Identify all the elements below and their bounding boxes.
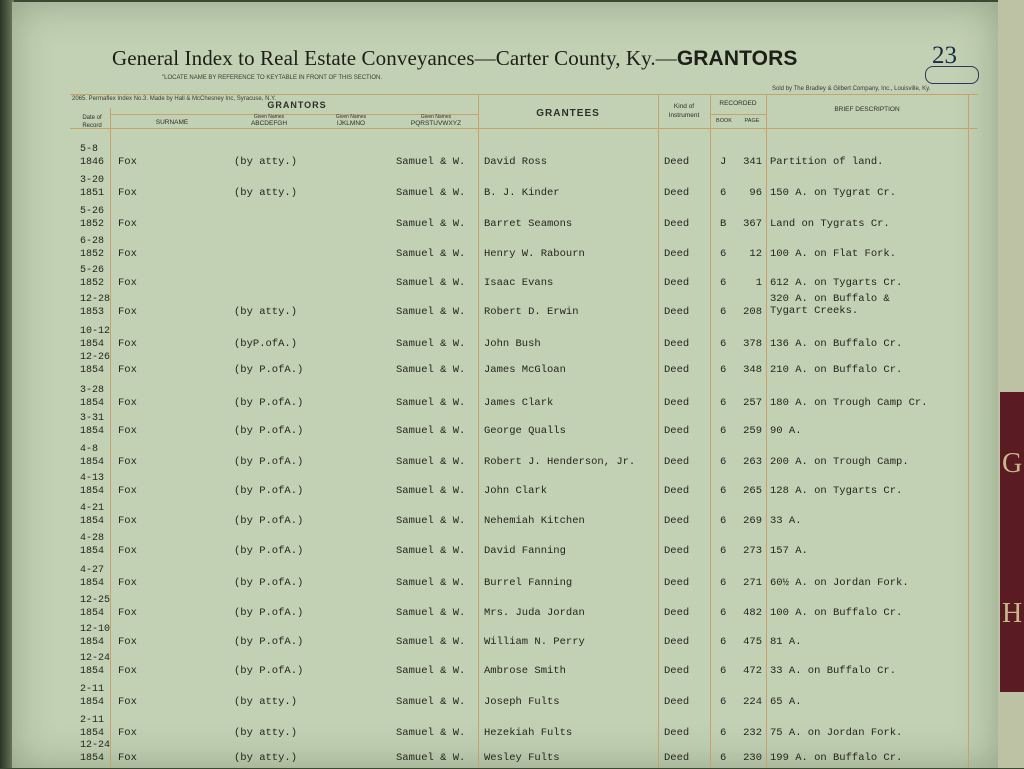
cell-book: 6 <box>720 545 727 557</box>
cell-book: 6 <box>720 607 727 619</box>
cell-page: 1 <box>755 277 762 289</box>
cell-grantee: Joseph Fults <box>484 696 560 708</box>
cell-description: 100 A. on Flat Fork. <box>770 248 897 260</box>
cell-date-year: 1854 <box>80 339 105 350</box>
cell-grantee: William N. Perry <box>484 636 585 648</box>
cell-kind: Deed <box>664 636 690 648</box>
cell-surname: Fox <box>118 248 137 260</box>
cell-book: 6 <box>720 515 727 527</box>
cell-date-year: 1854 <box>80 666 105 677</box>
cell-kind: Deed <box>664 425 690 437</box>
cell-given-names: (by P.ofA.) <box>234 607 304 619</box>
cell-description: 157 A. <box>770 545 808 557</box>
cell-given-names: (by P.ofA.) <box>234 397 304 409</box>
cell-given-names: (byP.ofA.) <box>234 338 298 350</box>
cell-given-names-pqr: Samuel & W. <box>396 485 466 497</box>
cell-date <box>80 623 120 649</box>
cell-surname: Fox <box>118 364 137 376</box>
cell-grantee: Henry W. Rabourn <box>484 248 585 260</box>
col-recorded-header: RECORDED <box>719 100 757 107</box>
cell-given-names-pqr: Samuel & W. <box>396 425 466 437</box>
cell-given-names-pqr: Samuel & W. <box>396 306 466 318</box>
cell-description: 65 A. <box>770 696 802 708</box>
cell-description: 612 A. on Tygarts Cr. <box>770 277 903 289</box>
cell-kind: Deed <box>664 248 690 260</box>
cell-surname: Fox <box>118 636 137 648</box>
cell-date-year: 1851 <box>80 188 105 199</box>
cell-page: 96 <box>749 187 762 199</box>
cell-date-day: 5-26 <box>80 265 105 276</box>
cell-date <box>80 174 120 200</box>
cell-surname: Fox <box>118 277 137 289</box>
cell-grantee: Mrs. Juda Jordan <box>484 607 585 619</box>
cell-grantee: David Ross <box>484 156 548 168</box>
cell-date-year: 1854 <box>80 637 105 648</box>
col-given2-header: IJKLMNO <box>336 120 366 127</box>
cell-surname: Fox <box>118 515 137 527</box>
cell-given-names: (by atty.) <box>234 156 298 168</box>
cell-date <box>80 443 120 469</box>
table-row <box>12 384 998 414</box>
cell-page: 257 <box>743 397 762 409</box>
cell-description: 136 A. on Buffalo Cr. <box>770 338 903 350</box>
table-row <box>12 623 998 653</box>
cell-surname: Fox <box>118 338 137 350</box>
cell-given-names-pqr: Samuel & W. <box>396 364 466 376</box>
table-row <box>12 472 998 502</box>
table-row <box>12 502 998 532</box>
cell-description: 180 A. on Trough Camp Cr. <box>770 397 928 409</box>
cell-kind: Deed <box>664 665 690 677</box>
cell-page: 367 <box>743 218 762 230</box>
index-tab-letter: G <box>1002 448 1023 479</box>
cell-date <box>80 205 120 231</box>
cell-given-names-pqr: Samuel & W. <box>396 577 466 589</box>
cell-date-year: 1854 <box>80 457 105 468</box>
cell-date-year: 1854 <box>80 578 105 589</box>
cell-page: 378 <box>743 338 762 350</box>
cell-date <box>80 564 120 590</box>
cell-book: 6 <box>720 696 727 708</box>
cell-date-year: 1854 <box>80 365 105 376</box>
col-given1-label: Given Names <box>253 114 285 120</box>
cell-date-day: 10-12 <box>80 326 111 337</box>
table-row <box>12 594 998 624</box>
cell-description: 150 A. on Tygrat Cr. <box>770 187 897 199</box>
cell-kind: Deed <box>664 752 690 764</box>
table-row <box>12 293 998 323</box>
col-date-header: Date of Record <box>82 115 102 129</box>
cell-date-year: 1852 <box>80 278 105 289</box>
cell-kind: Deed <box>664 485 690 497</box>
cell-description: 33 A. on Buffalo Cr. <box>770 665 897 677</box>
col-book-header: BOOK <box>716 118 732 124</box>
locate-note: "LOCATE NAME BY REFERENCE TO KEYTABLE IN FRONT OF THIS SECTION. <box>162 75 383 81</box>
col-kind-header: Kind of Instrument <box>668 103 700 119</box>
cell-book: 6 <box>720 665 727 677</box>
col-description-header: BRIEF DESCRIPTION <box>834 106 900 113</box>
cell-page: 263 <box>743 456 762 468</box>
cell-page: 232 <box>743 727 762 739</box>
table-row <box>12 143 998 173</box>
cell-surname: Fox <box>118 397 137 409</box>
cell-given-names-pqr: Samuel & W. <box>396 515 466 527</box>
cell-date <box>80 714 120 740</box>
cell-date <box>80 502 120 528</box>
cell-date-day: 4-8 <box>80 444 99 455</box>
cell-date <box>80 293 120 319</box>
cell-grantee: Robert J. Henderson, Jr. <box>484 456 636 468</box>
cell-date-day: 2-11 <box>80 715 105 726</box>
table-row <box>12 412 998 442</box>
cell-kind: Deed <box>664 306 690 318</box>
cell-given-names-pqr: Samuel & W. <box>396 607 466 619</box>
cell-description-line2: Tygart Creeks. <box>770 305 859 317</box>
cell-kind: Deed <box>664 338 690 350</box>
col-given2-label: Given Names <box>335 114 367 120</box>
cell-date-year: 1854 <box>80 486 105 497</box>
cell-date-year: 1854 <box>80 753 105 764</box>
table-row <box>12 264 998 294</box>
cell-date-year: 1854 <box>80 697 105 708</box>
cell-kind: Deed <box>664 397 690 409</box>
cell-given-names-pqr: Samuel & W. <box>396 545 466 557</box>
cell-page: 271 <box>743 577 762 589</box>
cell-book: 6 <box>720 485 727 497</box>
cell-date-day: 12-28 <box>80 294 111 305</box>
cell-given-names-pqr: Samuel & W. <box>396 248 466 260</box>
cell-grantee: Robert D. Erwin <box>484 306 579 318</box>
cell-surname: Fox <box>118 425 137 437</box>
cell-surname: Fox <box>118 218 137 230</box>
page-number: 23 <box>932 42 957 69</box>
table-row <box>12 235 998 265</box>
cell-date <box>80 143 120 169</box>
cell-page: 12 <box>749 248 762 260</box>
cell-date <box>80 412 120 438</box>
cell-grantee: Barret Seamons <box>484 218 573 230</box>
cell-date-day: 4-13 <box>80 473 105 484</box>
cell-date-year: 1854 <box>80 728 105 739</box>
cell-page: 482 <box>743 607 762 619</box>
cell-page: 259 <box>743 425 762 437</box>
page-title <box>112 46 797 71</box>
table-row <box>12 443 998 473</box>
page-number-box <box>925 66 979 84</box>
cell-given-names: (by atty.) <box>234 306 298 318</box>
cell-given-names-pqr: Samuel & W. <box>396 397 466 409</box>
cell-grantee: James Clark <box>484 397 554 409</box>
cell-date-year: 1854 <box>80 426 105 437</box>
cell-given-names: (by P.ofA.) <box>234 665 304 677</box>
cell-description: 200 A. on Trough Camp. <box>770 456 909 468</box>
cell-date <box>80 472 120 498</box>
cell-given-names: (by atty.) <box>234 752 298 764</box>
cell-date <box>80 235 120 261</box>
cell-date-day: 3-20 <box>80 175 105 186</box>
cell-date-day: 3-28 <box>80 385 105 396</box>
table-row <box>12 174 998 204</box>
cell-description: Land on Tygrats Cr. <box>770 218 890 230</box>
cell-kind: Deed <box>664 277 690 289</box>
cell-grantee: John Bush <box>484 338 541 350</box>
cell-surname: Fox <box>118 727 137 739</box>
cell-given-names-pqr: Samuel & W. <box>396 752 466 764</box>
cell-given-names: (by atty.) <box>234 187 298 199</box>
cell-date-year: 1852 <box>80 219 105 230</box>
cell-surname: Fox <box>118 665 137 677</box>
cell-date <box>80 264 120 290</box>
cell-date <box>80 532 120 558</box>
cell-surname: Fox <box>118 545 137 557</box>
col-grantees-header: GRANTEES <box>536 108 600 119</box>
cell-date <box>80 739 120 765</box>
cell-book: 6 <box>720 425 727 437</box>
cell-given-names: (by P.ofA.) <box>234 515 304 527</box>
header-top-rule <box>70 94 978 95</box>
cell-surname: Fox <box>118 577 137 589</box>
cell-book: B <box>720 218 727 230</box>
cell-page: 208 <box>743 306 762 318</box>
col-given3-label: Given Names <box>420 114 452 120</box>
cell-kind: Deed <box>664 545 690 557</box>
cell-book: 6 <box>720 397 727 409</box>
cell-date-day: 12-25 <box>80 595 111 606</box>
cell-kind: Deed <box>664 218 690 230</box>
cell-given-names-pqr: Samuel & W. <box>396 338 466 350</box>
cell-date-day: 12-10 <box>80 624 111 635</box>
cell-kind: Deed <box>664 696 690 708</box>
col-given3-header: PQRSTUVWXYZ <box>410 120 462 127</box>
cell-kind: Deed <box>664 577 690 589</box>
cell-kind: Deed <box>664 515 690 527</box>
cell-date-year: 1853 <box>80 307 105 318</box>
cell-description: 199 A. on Buffalo Cr. <box>770 752 903 764</box>
cell-date-day: 4-27 <box>80 565 105 576</box>
cell-given-names-pqr: Samuel & W. <box>396 218 466 230</box>
cell-page: 224 <box>743 696 762 708</box>
cell-page: 341 <box>743 156 762 168</box>
cell-kind: Deed <box>664 607 690 619</box>
cell-kind: Deed <box>664 364 690 376</box>
cell-date <box>80 351 120 377</box>
cell-date-day: 6-28 <box>80 236 105 247</box>
cell-kind: Deed <box>664 727 690 739</box>
cell-given-names-pqr: Samuel & W. <box>396 277 466 289</box>
cell-book: 6 <box>720 577 727 589</box>
table-row <box>12 683 998 713</box>
index-tab-strip <box>1000 392 1024 692</box>
cell-given-names: (by P.ofA.) <box>234 545 304 557</box>
cell-date-day: 4-21 <box>80 503 105 514</box>
cell-date-day: 12-24 <box>80 740 111 751</box>
cell-date-day: 5-26 <box>80 206 105 217</box>
cell-given-names: (by P.ofA.) <box>234 577 304 589</box>
title-prefix: General Index to Real Estate Conveyances—Carter County, Ky.— <box>112 46 677 70</box>
cell-description: 210 A. on Buffalo Cr. <box>770 364 903 376</box>
cell-page: 475 <box>743 636 762 648</box>
cell-page: 472 <box>743 665 762 677</box>
cell-date <box>80 594 120 620</box>
cell-book: 6 <box>720 727 727 739</box>
cell-given-names: (by atty.) <box>234 696 298 708</box>
table-row <box>12 564 998 594</box>
recorded-sub-rule <box>710 114 766 115</box>
cell-date <box>80 683 120 709</box>
cell-given-names-pqr: Samuel & W. <box>396 727 466 739</box>
cell-surname: Fox <box>118 696 137 708</box>
cell-given-names: (by P.ofA.) <box>234 425 304 437</box>
cell-description: 320 A. on Buffalo & <box>770 293 890 305</box>
cell-grantee: Hezekiah Fults <box>484 727 573 739</box>
cell-date <box>80 325 120 351</box>
cell-page: 265 <box>743 485 762 497</box>
cell-kind: Deed <box>664 456 690 468</box>
cell-book: 6 <box>720 248 727 260</box>
sold-note: Sold by The Bradley & Gilbert Company, Inc., Louisville, Ky. <box>772 86 931 92</box>
cell-kind: Deed <box>664 187 690 199</box>
cell-given-names: (by atty.) <box>234 727 298 739</box>
cell-book: 6 <box>720 364 727 376</box>
cell-grantee: Wesley Fults <box>484 752 560 764</box>
cell-book: 6 <box>720 338 727 350</box>
cell-page: 230 <box>743 752 762 764</box>
table-row <box>12 205 998 235</box>
cell-book: 6 <box>720 306 727 318</box>
cell-description: 33 A. <box>770 515 802 527</box>
cell-surname: Fox <box>118 156 137 168</box>
cell-kind: Deed <box>664 156 690 168</box>
cell-grantee: B. J. Kinder <box>484 187 560 199</box>
cell-surname: Fox <box>118 607 137 619</box>
cell-page: 273 <box>743 545 762 557</box>
cell-book: 6 <box>720 456 727 468</box>
cell-date-day: 2-11 <box>80 684 105 695</box>
cell-grantee: Ambrose Smith <box>484 665 566 677</box>
cell-date-year: 1854 <box>80 516 105 527</box>
cell-date <box>80 384 120 410</box>
table-row <box>12 652 998 682</box>
cell-date-year: 1852 <box>80 249 105 260</box>
cell-description: 90 A. <box>770 425 802 437</box>
col-given1-header: ABCDEFGH <box>250 120 288 127</box>
cell-given-names-pqr: Samuel & W. <box>396 156 466 168</box>
cell-grantee: David Fanning <box>484 545 566 557</box>
table-row <box>12 532 998 562</box>
cell-description: 75 A. on Jordan Fork. <box>770 727 903 739</box>
cell-surname: Fox <box>118 306 137 318</box>
cell-date-year: 1854 <box>80 398 105 409</box>
cell-page: 348 <box>743 364 762 376</box>
cell-given-names: (by P.ofA.) <box>234 364 304 376</box>
cell-given-names-pqr: Samuel & W. <box>396 636 466 648</box>
index-tab-letter: H <box>1002 598 1023 629</box>
cell-description: 81 A. <box>770 636 802 648</box>
table-row <box>12 739 998 769</box>
cell-grantee: James McGloan <box>484 364 566 376</box>
cell-date-day: 4-28 <box>80 533 105 544</box>
cell-given-names-pqr: Samuel & W. <box>396 456 466 468</box>
cell-surname: Fox <box>118 752 137 764</box>
cell-grantee: George Qualls <box>484 425 566 437</box>
cell-description: 128 A. on Tygarts Cr. <box>770 485 903 497</box>
col-grantors-header: GRANTORS <box>267 100 327 110</box>
cell-date-year: 1854 <box>80 546 105 557</box>
cell-grantee: Burrel Fanning <box>484 577 573 589</box>
cell-given-names-pqr: Samuel & W. <box>396 696 466 708</box>
form-note: 2065. Permaflex Index No.3. Made by Hall & McChesney Inc, Syracuse, N.Y. <box>72 96 276 102</box>
cell-date <box>80 652 120 678</box>
cell-date-day: 12-24 <box>80 653 111 664</box>
cell-book: 6 <box>720 187 727 199</box>
cell-date-day: 3-31 <box>80 413 105 424</box>
cell-date-year: 1854 <box>80 608 105 619</box>
cell-grantee: John Clark <box>484 485 548 497</box>
cell-book: 6 <box>720 277 727 289</box>
cell-description: Partition of land. <box>770 156 884 168</box>
cell-surname: Fox <box>118 456 137 468</box>
cell-date-day: 12-26 <box>80 352 111 363</box>
cell-given-names: (by P.ofA.) <box>234 456 304 468</box>
cell-given-names: (by P.ofA.) <box>234 636 304 648</box>
header-bottom-rule <box>70 128 978 129</box>
title-section: GRANTORS <box>676 47 798 70</box>
cell-date-day: 5-8 <box>80 144 99 155</box>
cell-page: 269 <box>743 515 762 527</box>
cell-given-names-pqr: Samuel & W. <box>396 187 466 199</box>
cell-given-names-pqr: Samuel & W. <box>396 665 466 677</box>
cell-surname: Fox <box>118 187 137 199</box>
col-page-header: PAGE <box>744 118 760 124</box>
cell-book: 6 <box>720 752 727 764</box>
cell-grantee: Nehemiah Kitchen <box>484 515 585 527</box>
cell-given-names: (by P.ofA.) <box>234 485 304 497</box>
cell-grantee: Isaac Evans <box>484 277 554 289</box>
cell-book: 6 <box>720 636 727 648</box>
col-surname-header: SURNAME <box>155 119 189 126</box>
cell-date-year: 1846 <box>80 157 105 168</box>
table-row <box>12 351 998 381</box>
cell-description: 100 A. on Buffalo Cr. <box>770 607 903 619</box>
cell-book: J <box>720 156 727 168</box>
ledger-page <box>12 2 998 768</box>
cell-description: 60½ A. on Jordan Fork. <box>770 577 909 589</box>
cell-surname: Fox <box>118 485 137 497</box>
